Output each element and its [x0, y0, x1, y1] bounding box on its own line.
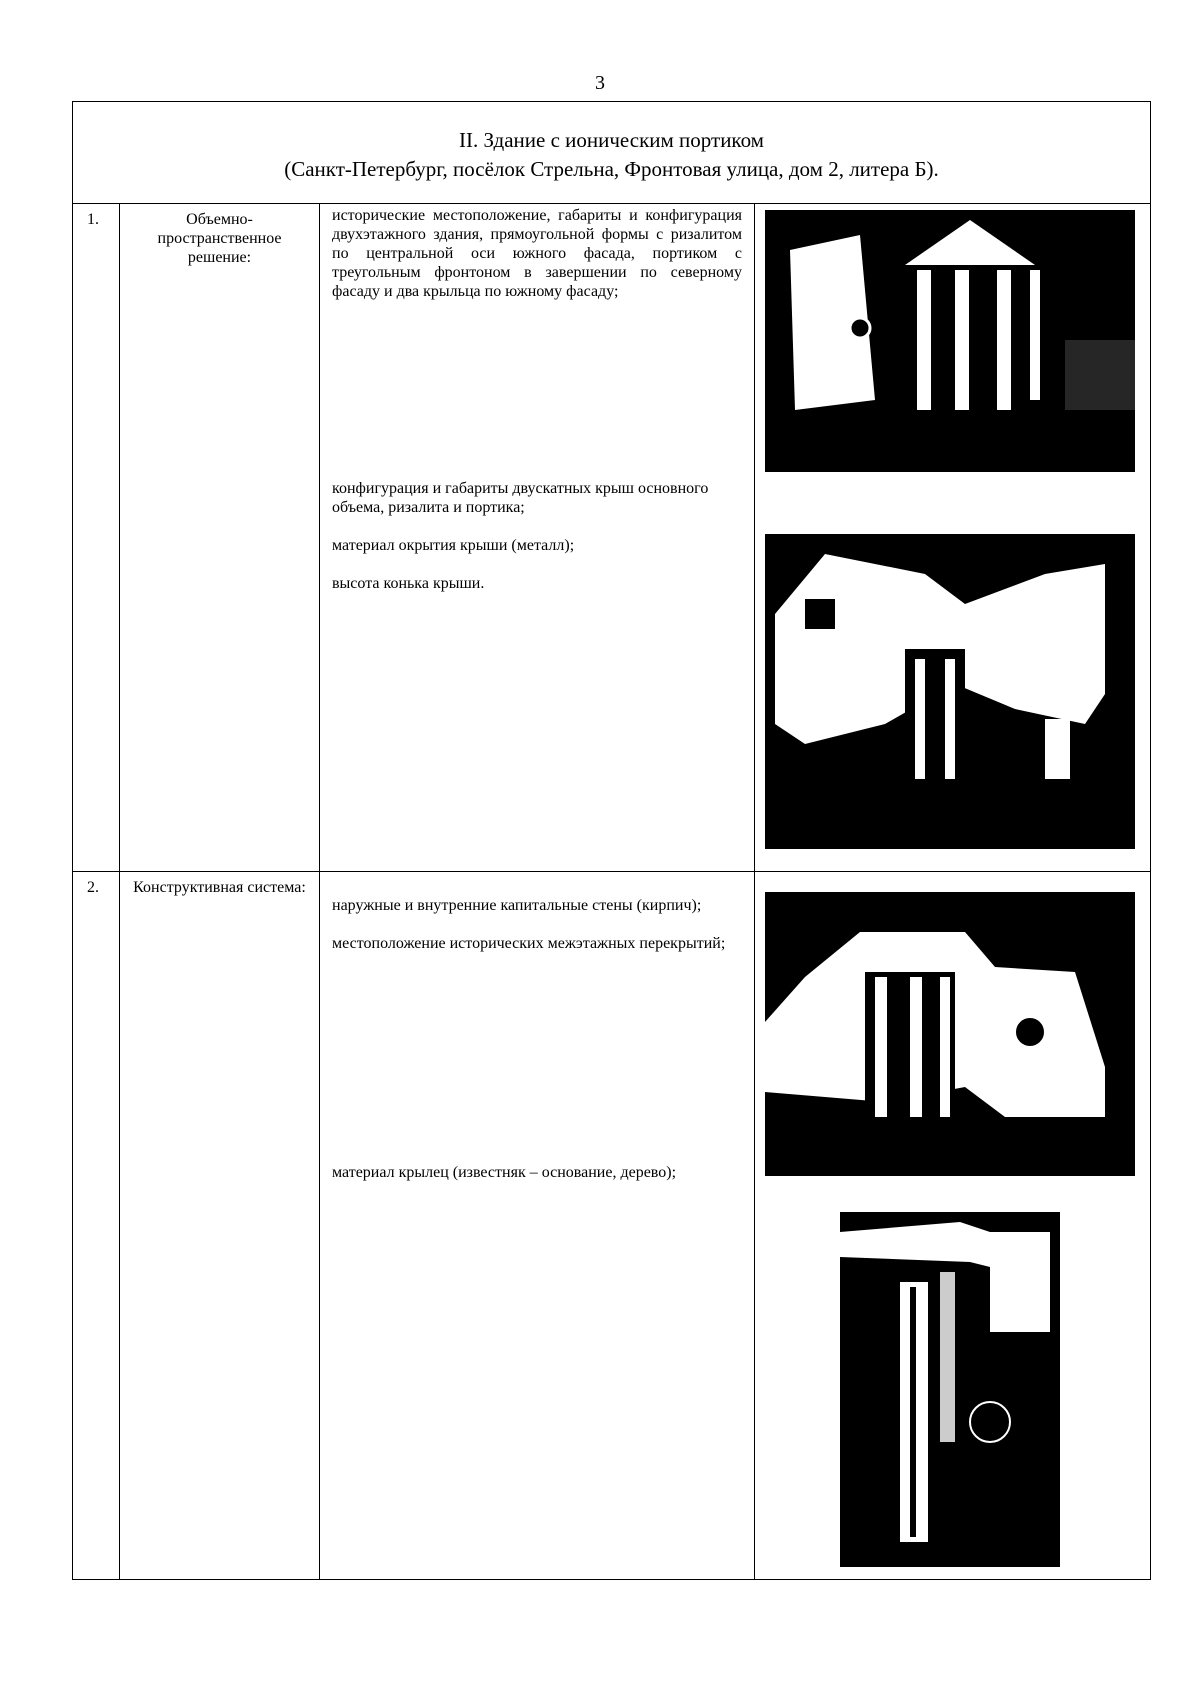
description-paragraph: местоположение исторических межэтажных перекрытий;	[332, 935, 726, 952]
description-paragraph: материал крылец (известняк – основание, дерево);	[332, 1164, 677, 1181]
section-heading	[73, 102, 1151, 204]
north-facade-portico-photo	[765, 210, 1135, 472]
description-paragraph: материал окрытия крыши (металл);	[332, 537, 575, 554]
table-heading-row	[73, 102, 1151, 204]
row-number: 1.	[73, 204, 120, 872]
table-row	[73, 872, 1151, 1580]
row-description	[320, 872, 755, 1580]
description-paragraph: высота конька крыши.	[332, 575, 485, 592]
description-paragraph: наружные и внутренние капитальные стены (кирпич);	[332, 897, 702, 914]
porch-column-detail-photo	[840, 1212, 1060, 1567]
protection-subject-table	[72, 101, 1151, 1580]
row-photos	[755, 872, 1151, 1580]
page-number: 3	[595, 72, 605, 94]
portico-columns-photo	[765, 892, 1135, 1176]
roof-and-porch-photo	[765, 534, 1135, 849]
row-photos	[755, 204, 1151, 872]
section-address: (Санкт-Петербург, посёлок Стрельна, Фронтовая улица, дом 2, литера Б).	[284, 157, 939, 181]
description-paragraph: конфигурация и габариты двускатных крыш основного объема, ризалита и портика;	[332, 480, 709, 516]
row-number: 2.	[73, 872, 120, 1580]
section-title: II. Здание с ионическим портиком	[459, 128, 764, 152]
table-row	[73, 204, 1151, 872]
row-description	[320, 204, 755, 872]
row-category: Конструктивная система:	[120, 872, 320, 1580]
description-paragraph: исторические местоположение, габариты и конфигурация двухэтажного здания, прямоугольной формы с ризалитом по центральной оси южного фасада, портиком с треугольным фронтоном в завершении по северному фасаду и два крыльца по южному фасаду;	[332, 207, 742, 300]
row-category: Объемно-пространственное решение:	[120, 204, 320, 872]
